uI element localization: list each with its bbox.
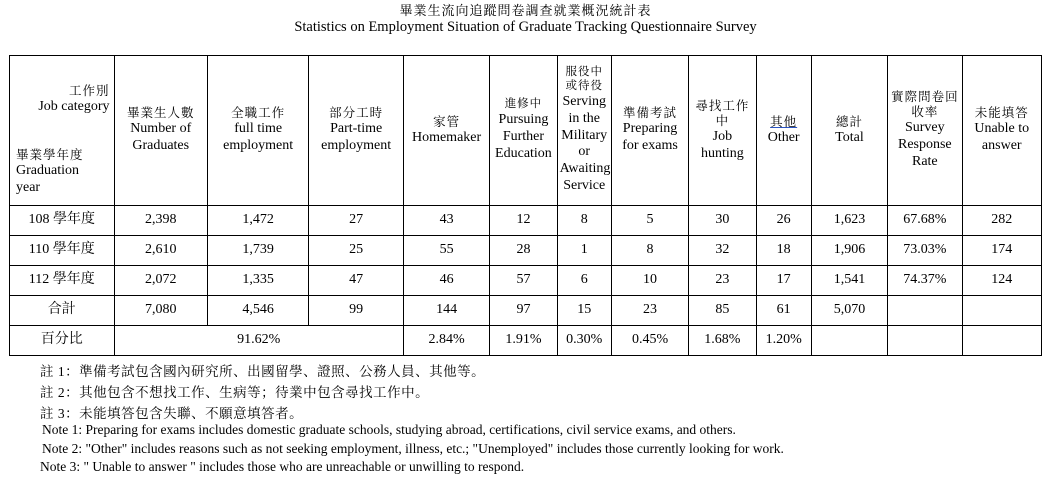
exams-header-zh: 準備考試 bbox=[623, 106, 678, 121]
sum-other-cell: 61 bbox=[756, 296, 811, 326]
military-header-zh: 服役中或待役 bbox=[565, 66, 603, 93]
pct-jobhunting-cell: 1.68% bbox=[689, 326, 756, 356]
military-header-en: Serving in the Military or Awaiting Service bbox=[559, 93, 611, 193]
pct-education-cell: 1.91% bbox=[490, 326, 557, 356]
homemaker-header-zh: 家管 bbox=[433, 114, 461, 129]
response-rate-header-zh: 實際問卷回收率 bbox=[891, 90, 959, 120]
military-cell: 1 bbox=[557, 236, 611, 266]
year-cell: 112 學年度 bbox=[10, 266, 115, 296]
graduates-header bbox=[114, 56, 207, 206]
title-chinese: 畢業生流向追蹤問卷調查就業概況統計表 bbox=[399, 3, 652, 18]
sum-education-cell: 97 bbox=[490, 296, 557, 326]
unable-cell: 124 bbox=[962, 266, 1042, 296]
unable-header bbox=[962, 56, 1042, 206]
response-rate-header-en: Survey Response Rate bbox=[897, 120, 952, 169]
fulltime-header bbox=[207, 56, 308, 206]
header-row bbox=[10, 56, 1042, 206]
homemaker-cell: 55 bbox=[403, 236, 489, 266]
jobhunting-header-en: Job hunting bbox=[700, 128, 744, 161]
sum-label: 合計 bbox=[10, 296, 115, 326]
graduates-cell: 2,072 bbox=[114, 266, 207, 296]
sum-fulltime-cell: 4,546 bbox=[207, 296, 308, 326]
year-label-zh: 畢業學年度 bbox=[16, 148, 84, 162]
sum-graduates-cell: 7,080 bbox=[114, 296, 207, 326]
graduates-cell: 2,610 bbox=[114, 236, 207, 266]
note-3-en: Note 3: " Unable to answer " includes those who are unreachable or unwilling to respond. bbox=[40, 459, 525, 474]
year-label-en: Graduation year bbox=[16, 163, 79, 195]
total-cell: 1,541 bbox=[811, 266, 887, 296]
sum-total-cell: 5,070 bbox=[811, 296, 887, 326]
exams-cell: 8 bbox=[611, 236, 688, 266]
fulltime-cell: 1,335 bbox=[207, 266, 308, 296]
jobhunting-header-zh: 尋找工作中 bbox=[695, 98, 750, 128]
total-header-en: Total bbox=[835, 129, 864, 145]
percentage-label: 百分比 bbox=[10, 326, 115, 356]
homemaker-header-en: Homemaker bbox=[411, 129, 482, 145]
education-header-en: Pursuing Further Education bbox=[495, 112, 552, 161]
title-english: Statistics on Employment Situation of Graduate Tracking Questionnaire Survey bbox=[294, 19, 757, 35]
parttime-cell: 25 bbox=[309, 236, 403, 266]
sum-military-cell: 15 bbox=[557, 296, 611, 326]
parttime-header-en: Part-time employment bbox=[321, 121, 392, 153]
fulltime-cell: 1,472 bbox=[207, 206, 308, 236]
sum-exams-cell: 23 bbox=[611, 296, 688, 326]
note-1-zh: 註 1：準備考試包含國內研究所、出國留學、證照、公務人員、其他等。 bbox=[40, 364, 486, 379]
total-header-zh: 總計 bbox=[835, 114, 863, 129]
employment-statistics-table bbox=[9, 55, 1042, 356]
total-cell: 1,906 bbox=[811, 236, 887, 266]
pct-total-cell bbox=[811, 326, 887, 356]
exams-cell: 10 bbox=[611, 266, 688, 296]
response-rate-cell: 73.03% bbox=[888, 236, 962, 266]
exams-cell: 5 bbox=[611, 206, 688, 236]
graduates-cell: 2,398 bbox=[114, 206, 207, 236]
unable-cell: 174 bbox=[962, 236, 1042, 266]
fulltime-cell: 1,739 bbox=[207, 236, 308, 266]
graduates-header-zh: 畢業生人數 bbox=[126, 106, 195, 121]
jobhunting-header bbox=[689, 56, 756, 206]
year-cell: 110 學年度 bbox=[10, 236, 115, 266]
parttime-cell: 27 bbox=[309, 206, 403, 236]
exams-header-en: Preparing for exams bbox=[622, 121, 678, 153]
category-year-header bbox=[10, 56, 115, 206]
military-header bbox=[557, 56, 611, 206]
homemaker-cell: 43 bbox=[403, 206, 489, 236]
education-cell: 12 bbox=[490, 206, 557, 236]
sum-jobhunting-cell: 85 bbox=[689, 296, 756, 326]
other-header-en: Other bbox=[767, 129, 800, 145]
fulltime-header-en: full time employment bbox=[223, 121, 294, 153]
pct-exams-cell: 0.45% bbox=[611, 326, 688, 356]
response-rate-cell: 74.37% bbox=[888, 266, 962, 296]
parttime-header-zh: 部分工時 bbox=[329, 106, 384, 121]
unable-header-zh: 未能填答 bbox=[974, 106, 1029, 121]
job-category-label-en: Job category bbox=[38, 99, 110, 114]
sum-parttime-cell: 99 bbox=[309, 296, 403, 326]
education-header-zh: 進修中 bbox=[504, 98, 543, 111]
sum-unable-cell bbox=[962, 296, 1042, 326]
other-cell: 17 bbox=[756, 266, 811, 296]
pct-unable-cell bbox=[962, 326, 1042, 356]
total-cell: 1,623 bbox=[811, 206, 887, 236]
sum-row bbox=[10, 296, 1042, 326]
jobhunting-cell: 32 bbox=[689, 236, 756, 266]
other-cell: 26 bbox=[756, 206, 811, 236]
education-cell: 28 bbox=[490, 236, 557, 266]
jobhunting-cell: 23 bbox=[689, 266, 756, 296]
table-row bbox=[10, 266, 1042, 296]
pct-other-cell: 1.20% bbox=[756, 326, 811, 356]
other-cell: 18 bbox=[756, 236, 811, 266]
pct-homemaker-cell: 2.84% bbox=[403, 326, 489, 356]
pct-military-cell: 0.30% bbox=[557, 326, 611, 356]
note-3-zh: 註 3：未能填答包含失聯、不願意填答者。 bbox=[40, 406, 304, 421]
parttime-header bbox=[309, 56, 403, 206]
sum-homemaker-cell: 144 bbox=[403, 296, 489, 326]
note-1-en: Note 1: Preparing for exams includes domestic graduate schools, studying abroad, certifications, civil service exams, and others. bbox=[42, 422, 736, 437]
unable-cell: 282 bbox=[962, 206, 1042, 236]
note-2-en: Note 2: "Other" includes reasons such as not seeking employment, illness, etc.; "Unemployed" includes those currently looking for work. bbox=[42, 441, 784, 456]
percentage-row bbox=[10, 326, 1042, 356]
year-cell: 108 學年度 bbox=[10, 206, 115, 236]
military-cell: 8 bbox=[557, 206, 611, 236]
education-header bbox=[490, 56, 557, 206]
other-header-zh: 其他 bbox=[770, 114, 798, 129]
employment-percentage-cell: 91.62% bbox=[114, 326, 403, 356]
sum-response-rate-cell bbox=[888, 296, 962, 326]
response-rate-cell: 67.68% bbox=[888, 206, 962, 236]
other-header bbox=[756, 56, 811, 206]
table-row bbox=[10, 236, 1042, 266]
pct-response-rate-cell bbox=[888, 326, 962, 356]
homemaker-header bbox=[403, 56, 489, 206]
job-category-label-zh: 工作別 bbox=[68, 84, 110, 98]
graduates-header-en: Number of Graduates bbox=[130, 121, 192, 153]
unable-header-en: Unable to answer bbox=[974, 121, 1030, 153]
fulltime-header-zh: 全職工作 bbox=[231, 106, 286, 121]
exams-header bbox=[611, 56, 688, 206]
total-header bbox=[811, 56, 887, 206]
note-2-zh: 註 2：其他包含不想找工作、生病等；待業中包含尋找工作中。 bbox=[40, 385, 430, 400]
parttime-cell: 47 bbox=[309, 266, 403, 296]
education-cell: 57 bbox=[490, 266, 557, 296]
military-cell: 6 bbox=[557, 266, 611, 296]
homemaker-cell: 46 bbox=[403, 266, 489, 296]
response-rate-header bbox=[888, 56, 962, 206]
table-row bbox=[10, 206, 1042, 236]
jobhunting-cell: 30 bbox=[689, 206, 756, 236]
